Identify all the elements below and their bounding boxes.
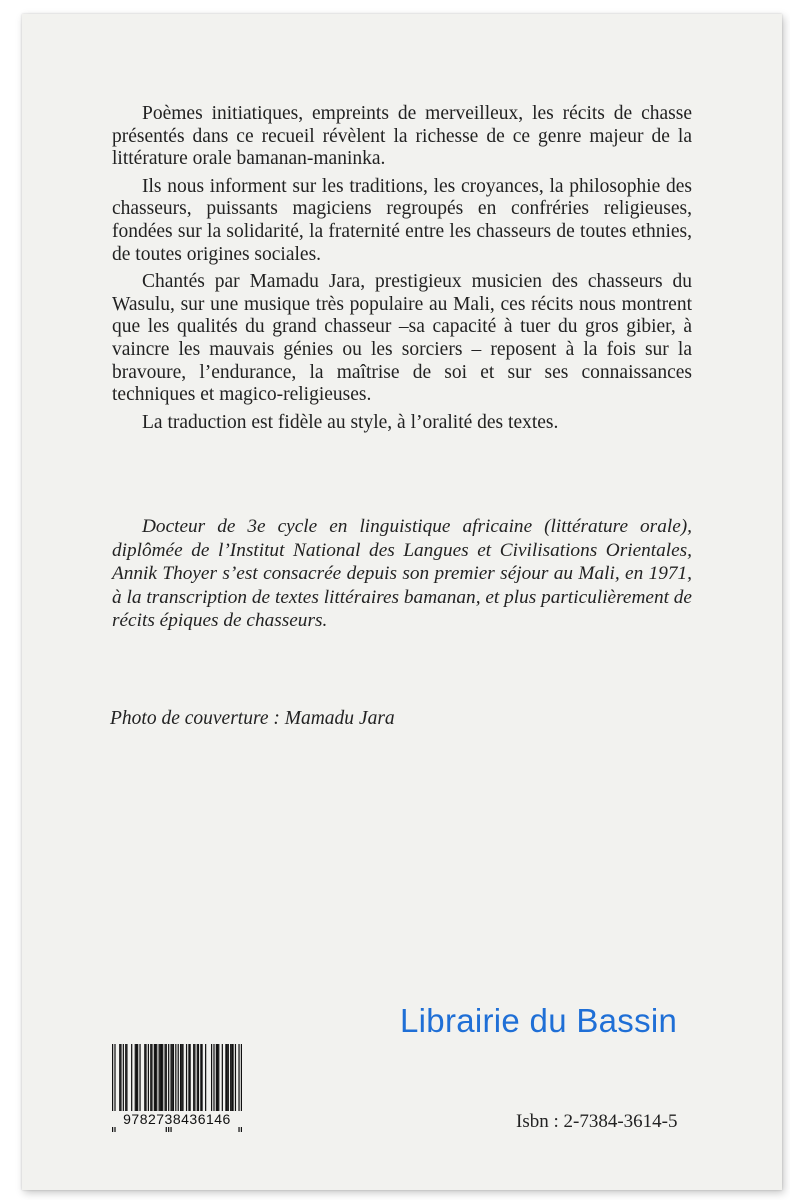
barcode-bar (182, 1044, 183, 1112)
barcode-bar (137, 1044, 138, 1112)
barcode-bar (156, 1044, 157, 1112)
barcode-bar (180, 1044, 181, 1112)
photo-credit: Photo de couverture : Mamadu Jara (110, 708, 395, 729)
barcode-bar (205, 1044, 206, 1112)
barcode-bar (200, 1044, 201, 1112)
barcode-bar (217, 1044, 218, 1112)
barcode-bar (131, 1044, 132, 1112)
barcode-bar (160, 1044, 161, 1112)
barcode-bar (123, 1044, 124, 1112)
barcode-bar (126, 1044, 127, 1112)
barcode-bar (231, 1044, 232, 1112)
barcode-bar (198, 1044, 199, 1112)
barcode-bar (164, 1044, 165, 1112)
barcode-bar (216, 1044, 217, 1112)
barcode-bar (186, 1044, 187, 1112)
blurb-paragraph-4: La traduction est fidèle au style, à l’oralité des textes. (142, 411, 559, 433)
barcode-bar (125, 1044, 126, 1112)
barcode-bar (235, 1044, 236, 1112)
barcode-bar (197, 1044, 198, 1112)
barcode-bar (148, 1044, 149, 1112)
barcode-bar (230, 1044, 231, 1112)
barcode-bar (213, 1044, 214, 1112)
barcode-bar (159, 1044, 160, 1112)
barcode-bar (136, 1044, 137, 1112)
barcode-bar (155, 1044, 156, 1112)
barcode-bar (151, 1044, 152, 1112)
barcode-number: 9782738436146 (112, 1111, 242, 1127)
watermark: Librairie du Bassin (400, 1002, 678, 1039)
barcode-bar (193, 1044, 194, 1112)
blurb-paragraph-1: Poèmes initiatiques, empreints de merveilleux, les récits de chasse présentés dans ce recueil révèlent la richesse de ce genre majeur de la littérature orale bamanan-maninka. (112, 103, 692, 170)
barcode-bar (120, 1044, 121, 1112)
isbn: Isbn : 2-7384-3614-5 (516, 1111, 678, 1132)
barcode-bar (150, 1044, 151, 1112)
barcode-bar (139, 1044, 140, 1112)
barcode-bar (154, 1044, 155, 1112)
barcode-bar (175, 1044, 176, 1112)
barcode-bar (228, 1044, 229, 1112)
barcode-bar (211, 1044, 212, 1112)
barcode-bar (218, 1044, 219, 1112)
barcode-bar (227, 1044, 228, 1112)
barcode-bar (172, 1044, 173, 1112)
barcode-bar (145, 1044, 146, 1112)
barcode-bar (135, 1044, 136, 1112)
barcode-bar (201, 1044, 202, 1112)
barcode-bar (190, 1044, 191, 1112)
barcode-bar (222, 1044, 223, 1112)
barcode-bar (119, 1044, 120, 1112)
barcode-bar (144, 1044, 145, 1112)
barcode-bar (225, 1044, 226, 1112)
blurb-paragraph-3: Chantés par Mamadu Jara, prestigieux musicien des chasseurs du Wasulu, sur une musique très populaire au Mali, ces récits nous montrent que les qualités du grand chasseur –sa capacité à tuer du gros gibier, à vaincre les mauvais génies ou les sorciers – reposent à la fois sur la bravoure, l’endurance, la maîtrise de soi et sur ses connaissances techniques et magico-religieuses. (112, 271, 692, 406)
blurb (112, 103, 692, 434)
author-bio (112, 515, 692, 633)
barcode-bar (188, 1044, 189, 1112)
barcode-bar (194, 1044, 195, 1112)
author-bio-text: Docteur de 3e cycle en linguistique africaine (littérature orale), diplômée de l’Institut National des Langues et Civilisations Orientales, Annik Thoyer s’est consacrée depuis son premier séjour au Mali, en 1971, à la transcription de textes littéraires bamanan, et plus particulièrement de récits épiques de chasseurs. (112, 516, 692, 632)
barcode-bar (173, 1044, 174, 1112)
barcode-bar (181, 1044, 182, 1112)
barcode-bar (162, 1044, 163, 1112)
blurb-paragraph-2: Ils nous informent sur les traditions, les croyances, la philosophie des chasseurs, puissants magiciens regroupés en confréries religieuses, fondées sur la solidarité, la fraternité entre les chasseurs de toutes ethnies, de toutes origines sociales. (112, 175, 692, 265)
barcode-bar (161, 1044, 162, 1112)
barcode-bar (232, 1044, 233, 1112)
barcode-bar (178, 1044, 179, 1112)
